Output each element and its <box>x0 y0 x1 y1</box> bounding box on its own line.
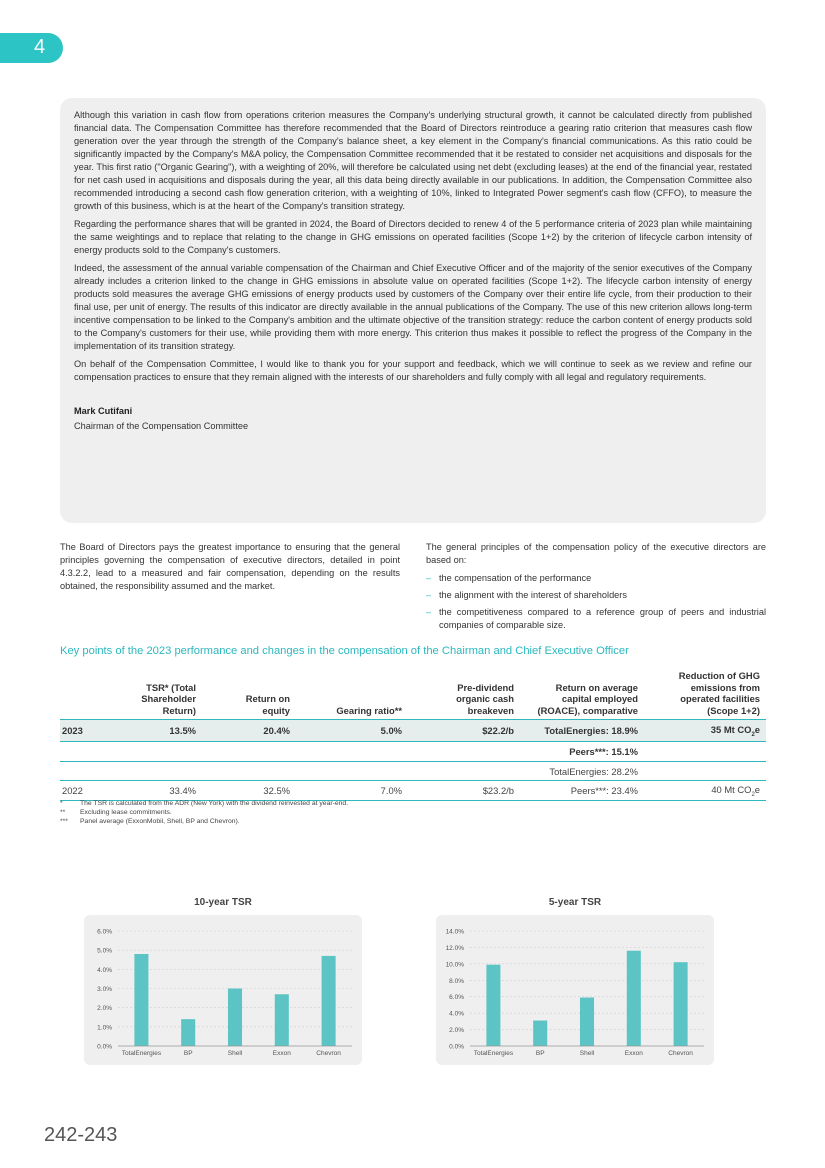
roe-cell: 20.4% <box>202 720 296 742</box>
x-tick-label: TotalEnergies <box>473 1050 514 1057</box>
letter-paragraph: Regarding the performance shares that will be granted in 2024, the Board of Directors decided to renew 4 of the 5 performance criteria of 2023 plan while maintaining the same weightings and to replace that relating to the change in GHG emissions on operated facilities (Scope 1+2) by the criterion of lifecycle carbon intensity of energy products sold to the Company's customers. <box>74 219 752 255</box>
roace-cell: TotalEnergies: 18.9% <box>520 720 644 742</box>
list-item: – the alignment with the interest of shareholders <box>426 589 766 602</box>
bar-bp <box>533 1021 547 1046</box>
bar-chevron <box>322 956 336 1046</box>
y-tick-label: 3.0% <box>97 986 112 993</box>
roace-cell: TotalEnergies: 28.2% <box>549 765 638 777</box>
principles-list <box>426 572 766 632</box>
bar-exxon <box>275 994 289 1046</box>
signatory-title: Chairman of the Compensation Committee <box>74 421 249 431</box>
chart-svg <box>436 915 714 1065</box>
footnotes <box>60 799 348 826</box>
x-tick-label: TotalEnergies <box>121 1050 162 1057</box>
y-tick-label: 4.0% <box>449 1010 464 1018</box>
tsr-cell: 13.5% <box>120 720 202 742</box>
y-tick-label: 8.0% <box>449 977 464 985</box>
y-tick-label: 0.0% <box>449 1043 464 1051</box>
col-header-gearing: Gearing ratio** <box>296 670 408 720</box>
chart-title-5y: 5-year TSR <box>548 897 602 908</box>
table-row <box>60 781 766 801</box>
signatory-name: Mark Cutifani <box>74 406 133 416</box>
chart-title-10y: 10-year TSR <box>194 897 252 908</box>
bar-shell <box>580 998 594 1046</box>
chapter-tab[interactable] <box>0 33 63 63</box>
bar-bp <box>181 1019 195 1046</box>
letter-paragraph: Although this variation in cash flow from operations criterion measures the Company's underlying structural growth, it cannot be calculated directly from published financial data. The Compensation Committee has therefore recommended that the Board of Directors reintroduce a gearing ratio criterion that measures cash flow generation over the year through the strength of the Company's balance sheet, a key element in the Company's financial communications. As this ratio could be significantly impacted by the Company's M&A policy, the Compensation Committee recommended that it be restated to consider net acquisitions and disposals for the year. This first ratio ("Organic Gearing"), with a weighting of 20%, will therefore be calculated using net debt (excluding leases) at the end of the financial year, restated for net cash used in acquisitions and disposals during the year, all this data being directly available in our publications. In addition, the Compensation Committee also recommended introducing a second cash flow generation criterion, with a weighting of 10%, linked to Integrated Power segment's cash flow (CFFO), to measure the growth of this business, which is at the heart of the Company's transition strategy. <box>74 110 752 211</box>
footnote: *** Panel average (ExxonMobil, Shell, BP and Chevron). <box>60 818 240 825</box>
gearing-cell: 5.0% <box>296 720 408 742</box>
list-item: – the compensation of the performance <box>426 572 766 585</box>
y-tick-label: 1.0% <box>97 1024 112 1032</box>
y-tick-label: 6.0% <box>97 928 112 936</box>
x-tick-label: BP <box>183 1050 193 1057</box>
letter-paragraph: Indeed, the assessment of the annual variable compensation of the Chairman and Chief Executive Officer and of the majority of the senior executives of the Company already includes a criterion linked to the change in GHG emissions in absolute value on operated facilities (Scope 1+2). The lifecycle carbon intensity of energy products sold measures the average GHG emissions of energy products used by customers of the Company over their entire life cycle, from their production to their final use, per unit of energy. The results of this indicator are directly available in the annual publications of the Company. The use of this new criterion allows long-term incentive compensation to be linked to the Company's ambition and the ultimate objective of the transition strategy: reduce the carbon content of energy products sold to the Company's customers for their use, while providing them with more energy. This criterion thus makes it possible to reflect the progress of the Company in the implementation of its transition strategy. <box>74 263 752 351</box>
gearing-cell: 7.0% <box>296 781 408 801</box>
footnote: ** Excluding lease commitments. <box>60 809 172 816</box>
chart-svg <box>84 915 362 1065</box>
x-tick-label: Shell <box>227 1050 243 1057</box>
performance-table <box>60 670 766 801</box>
x-tick-label: Chevron <box>316 1050 341 1057</box>
col-header-year <box>60 670 120 720</box>
y-tick-label: 2.0% <box>97 1005 112 1013</box>
bar-totalenergies <box>486 965 500 1046</box>
col-header-tsr: TSR* (Total Shareholder Return) <box>120 670 202 720</box>
x-tick-label: Shell <box>579 1050 595 1057</box>
principles-intro: The general principles of the compensation policy of the executive directors are based on: <box>426 542 766 565</box>
bar-totalenergies <box>134 954 148 1046</box>
y-tick-label: 12.0% <box>445 944 464 952</box>
col-header-roe: Return on equity <box>202 670 296 720</box>
year-cell: 2023 <box>60 720 120 742</box>
table-header-row <box>60 670 766 720</box>
x-tick-label: Exxon <box>272 1050 291 1057</box>
x-tick-label: Chevron <box>668 1050 693 1057</box>
y-tick-label: 6.0% <box>449 994 464 1002</box>
breakeven-cell: $23.2/b <box>408 781 520 801</box>
y-tick-label: 5.0% <box>97 947 112 955</box>
y-tick-label: 10.0% <box>445 961 464 969</box>
bar-exxon <box>627 951 641 1046</box>
letter-paragraph: On behalf of the Compensation Committee, I would like to thank you for your support and feedback, which we will continue to seek as we review and refine our compensation practices to ensure that they remain aligned with the interests of our shareholders and fully comply with all legal and regulatory requirements. <box>74 359 752 382</box>
page-number: 242-243 <box>44 1124 118 1146</box>
section-title: Key points of the 2023 performance and changes in the compensation of the Chairman and Chief Executive Officer <box>60 645 629 657</box>
table-row <box>60 720 766 742</box>
bar-shell <box>228 989 242 1047</box>
x-tick-label: Exxon <box>624 1050 643 1057</box>
col-header-breakeven: Pre-dividend organic cash breakeven <box>408 670 520 720</box>
tsr-cell: 33.4% <box>120 781 202 801</box>
year-cell: 2022 <box>60 781 120 801</box>
breakeven-cell: $22.2/b <box>408 720 520 742</box>
ghg-cell: 35 Mt $CO_2e$ <box>644 720 766 742</box>
tsr-5y-chart <box>436 915 714 1065</box>
y-tick-label: 14.0% <box>445 928 464 936</box>
roace-peers-cell: Peers***: 15.1% <box>520 742 644 762</box>
col-header-roace: Return on average capital employed (ROACE), comparative <box>520 670 644 720</box>
bar-chevron <box>674 962 688 1046</box>
y-tick-label: 2.0% <box>449 1027 464 1035</box>
footnote: * The TSR is calculated from the ADR (New York) with the dividend reinvested at year-end. <box>60 800 349 807</box>
list-item: – the competitiveness compared to a reference group of peers and industrial companies of comparable size. <box>426 606 766 632</box>
table-row <box>60 762 766 781</box>
roe-cell: 32.5% <box>202 781 296 801</box>
roace-peers-cell: Peers***: 23.4% <box>520 781 644 801</box>
tsr-10y-chart <box>84 915 362 1065</box>
y-tick-label: 0.0% <box>97 1043 112 1051</box>
committee-letter <box>60 98 766 523</box>
chapter-number: 4 <box>34 36 46 58</box>
principles-block <box>426 541 766 636</box>
y-tick-label: 4.0% <box>97 966 112 974</box>
x-tick-label: BP <box>535 1050 545 1057</box>
table-row <box>60 742 766 762</box>
col-header-ghg: Reduction of GHG emissions from operated facilities (Scope 1+2) <box>644 670 766 720</box>
board-statement: The Board of Directors pays the greatest importance to ensuring that the general principles governing the compensation of executive directors, detailed in point 4.3.2.2, lead to a measured and fair compensation, depending on the results obtained, the responsibility assumed and the market. <box>60 542 400 591</box>
ghg-cell: 40 Mt $CO_2e$ <box>644 781 766 801</box>
